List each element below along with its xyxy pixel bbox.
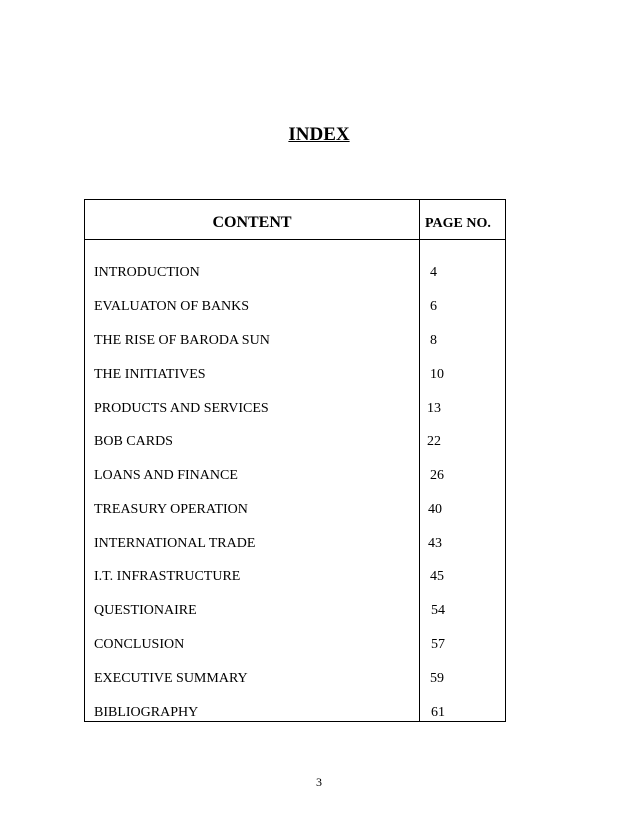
entry-page: 59 bbox=[430, 671, 444, 686]
entry-page: 26 bbox=[430, 468, 444, 483]
entry-name: I.T. INFRASTRUCTURE bbox=[94, 569, 241, 584]
table-row bbox=[85, 265, 505, 285]
entry-page: 45 bbox=[430, 569, 444, 584]
index-title: INDEX bbox=[288, 124, 350, 145]
entry-name: BIBLIOGRAPHY bbox=[94, 705, 199, 720]
table-row bbox=[85, 637, 505, 657]
table-row bbox=[85, 299, 505, 319]
entry-page: 57 bbox=[431, 637, 445, 652]
entry-page: 10 bbox=[430, 367, 444, 382]
entry-name: PRODUCTS AND SERVICES bbox=[94, 401, 269, 416]
table-row bbox=[85, 434, 505, 454]
table-row bbox=[85, 705, 505, 725]
table-row bbox=[85, 367, 505, 387]
entry-page: 40 bbox=[428, 502, 442, 517]
entry-name: QUESTIONAIRE bbox=[94, 603, 197, 618]
entry-name: CONCLUSION bbox=[94, 637, 185, 652]
table-row bbox=[85, 603, 505, 623]
table-header-row bbox=[85, 200, 505, 240]
entry-page: 8 bbox=[430, 333, 437, 348]
table-row bbox=[85, 333, 505, 353]
entry-name: THE RISE OF BARODA SUN bbox=[94, 333, 270, 348]
entry-page: 4 bbox=[430, 265, 437, 280]
table-row bbox=[85, 569, 505, 589]
page-number: 3 bbox=[316, 775, 322, 789]
entry-page: 54 bbox=[431, 603, 445, 618]
table-row bbox=[85, 468, 505, 488]
entry-name: LOANS AND FINANCE bbox=[94, 468, 238, 483]
table-row bbox=[85, 502, 505, 522]
header-content-label: CONTENT bbox=[212, 214, 292, 231]
entry-page: 61 bbox=[431, 705, 445, 720]
entry-name: INTRODUCTION bbox=[94, 265, 200, 280]
header-page-label: PAGE NO. bbox=[425, 216, 491, 231]
entry-page: 6 bbox=[430, 299, 437, 314]
entry-name: BOB CARDS bbox=[94, 434, 173, 449]
entry-name: EXECUTIVE SUMMARY bbox=[94, 671, 248, 686]
entry-name: EVALUATON OF BANKS bbox=[94, 299, 250, 314]
entry-page: 43 bbox=[428, 536, 442, 551]
table-row bbox=[85, 671, 505, 691]
entry-page: 22 bbox=[427, 434, 441, 449]
entry-name: TREASURY OPERATION bbox=[94, 502, 248, 517]
entry-name: INTERNATIONAL TRADE bbox=[94, 536, 256, 551]
entry-name: THE INITIATIVES bbox=[94, 367, 206, 382]
table-row bbox=[85, 536, 505, 556]
index-table bbox=[84, 199, 506, 722]
table-row bbox=[85, 401, 505, 421]
entry-page: 13 bbox=[427, 401, 441, 416]
